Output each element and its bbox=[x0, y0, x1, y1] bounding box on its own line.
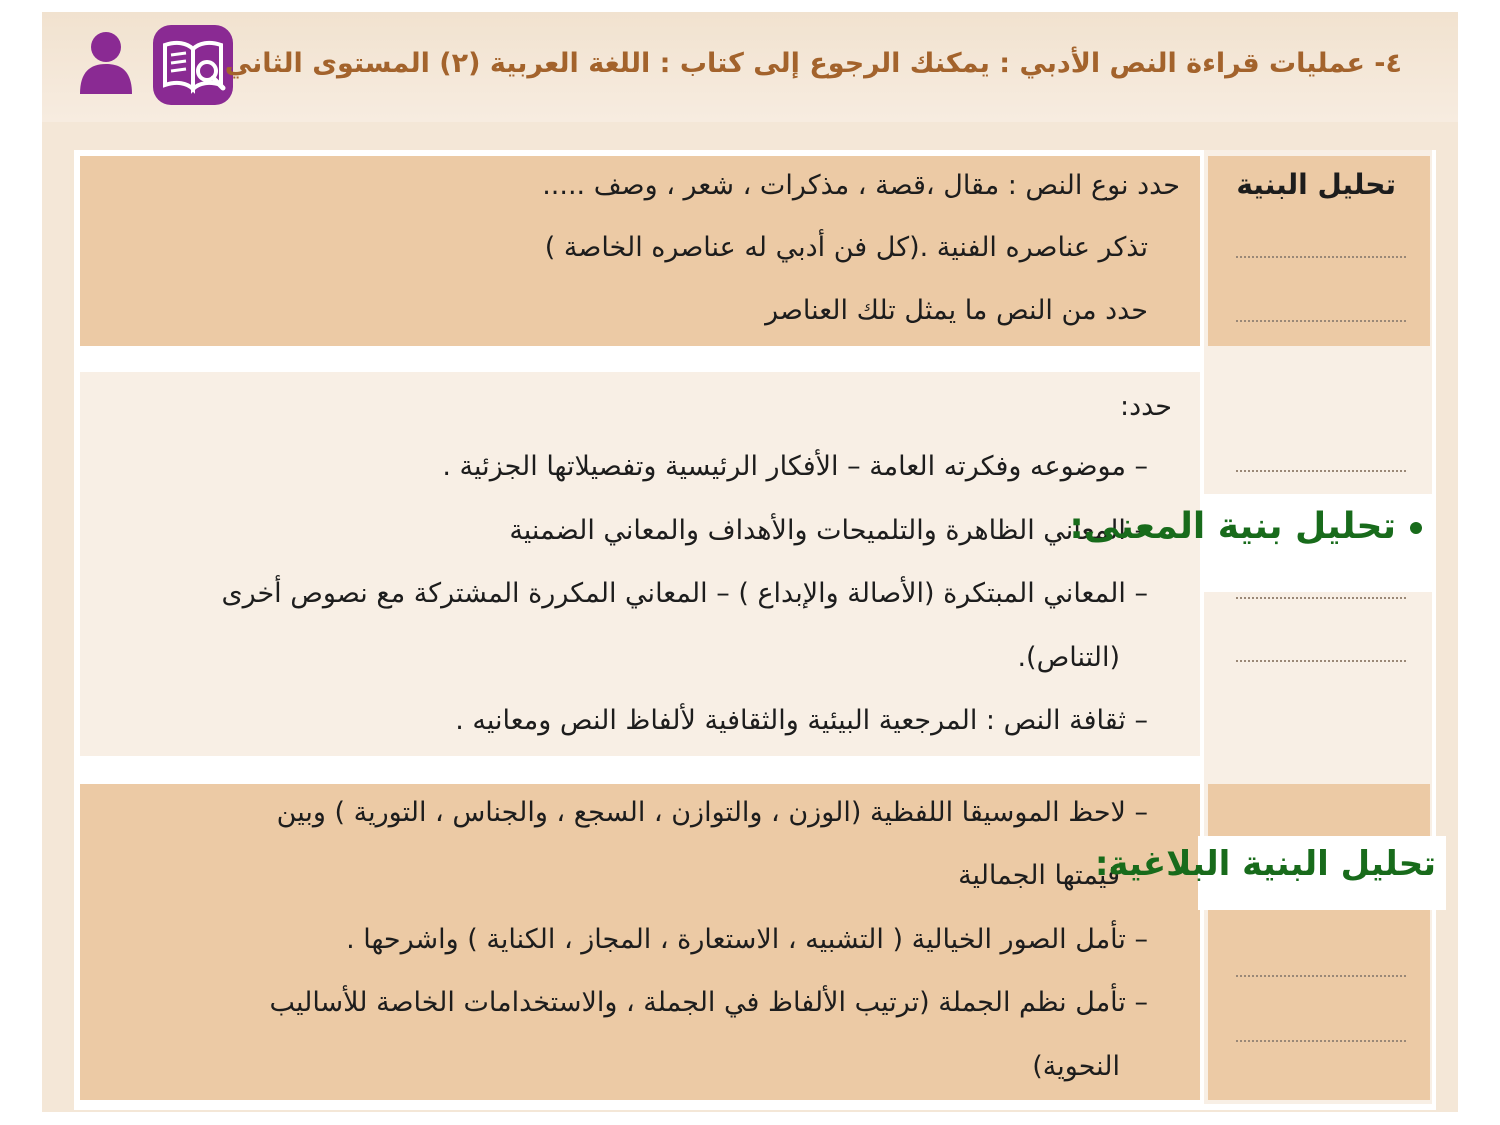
list-item: (التناص). bbox=[1017, 642, 1120, 673]
list-item: – لاحظ الموسيقا اللفظية (الوزن ، والتوازن ، السجع ، والجناس ، التورية ) وبين bbox=[276, 797, 1148, 828]
section-intro: حدد: bbox=[1120, 391, 1172, 422]
table-cell-label bbox=[1208, 784, 1430, 1100]
list-item: – المعاني الظاهرة والتلميحات والأهداف والمعاني الضمنية bbox=[509, 515, 1148, 546]
book-search-icon bbox=[153, 25, 233, 105]
list-item: حدد نوع النص : مقال ،قصة ، مذكرات ، شعر ، وصف ..... bbox=[542, 170, 1180, 201]
page-title: ٤- عمليات قراءة النص الأدبي : يمكنك الرجوع إلى كتاب : اللغة العربية (٢) المستوى الثاني bbox=[224, 48, 1402, 79]
rhetoric-structure-label-text: تحليل البنية البلاغية: bbox=[1094, 844, 1436, 884]
answer-dotted-line bbox=[1236, 470, 1406, 472]
bullet-icon bbox=[1410, 522, 1422, 534]
answer-dotted-line bbox=[1236, 1040, 1406, 1042]
user-icon bbox=[78, 30, 134, 96]
meaning-structure-label bbox=[1069, 494, 1432, 592]
rhetoric-structure-label bbox=[1094, 836, 1446, 910]
list-item: – موضوعه وفكرته العامة – الأفكار الرئيسية وتفصيلاتها الجزئية . bbox=[442, 451, 1148, 482]
answer-dotted-line bbox=[1236, 256, 1406, 258]
answer-dotted-line bbox=[1236, 660, 1406, 662]
list-item: – تأمل الصور الخيالية ( التشبيه ، الاستعارة ، المجاز ، الكناية ) واشرحها . bbox=[346, 924, 1148, 955]
list-item: – ثقافة النص : المرجعية البيئية والثقافية لألفاظ النص ومعانيه . bbox=[455, 705, 1148, 736]
list-item: – تأمل نظم الجملة (ترتيب الألفاظ في الجملة ، والاستخدامات الخاصة للأساليب bbox=[269, 987, 1148, 1018]
column-header: تحليل البنية bbox=[1236, 168, 1396, 201]
list-item: – المعاني المبتكرة (الأصالة والإبداع ) – المعاني المكررة المشتركة مع نصوص أخرى bbox=[221, 578, 1148, 609]
table-row-meaning bbox=[80, 372, 1200, 756]
list-item: تذكر عناصره الفنية .(كل فن أدبي له عناصره الخاصة ) bbox=[544, 232, 1148, 263]
answer-dotted-line bbox=[1236, 975, 1406, 977]
list-item: قيمتها الجمالية bbox=[958, 860, 1120, 891]
answer-dotted-line bbox=[1236, 320, 1406, 322]
answer-dotted-line bbox=[1236, 597, 1406, 599]
list-item: حدد من النص ما يمثل تلك العناصر bbox=[765, 295, 1148, 326]
meaning-structure-label-text: تحليل بنية المعنى: bbox=[1069, 506, 1396, 547]
list-item: النحوية) bbox=[1032, 1051, 1120, 1082]
